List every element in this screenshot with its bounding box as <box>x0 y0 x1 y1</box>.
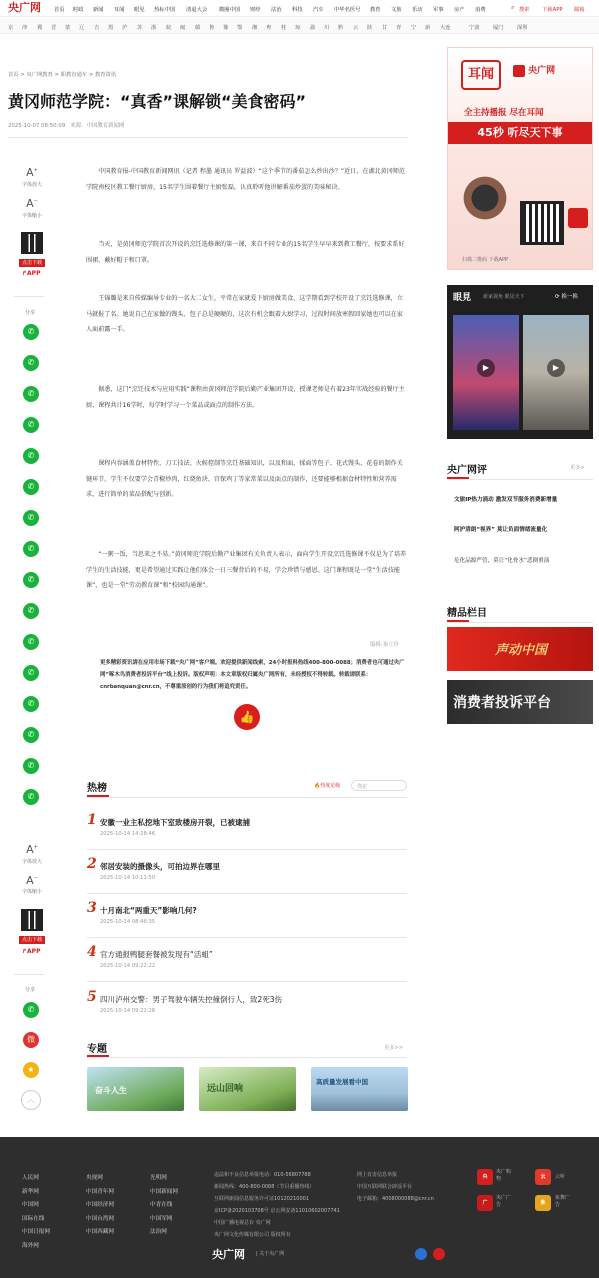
nav-item[interactable]: 汽车 <box>313 7 324 13</box>
comment-item[interactable]: 阿护清朗“视界” 莫让负面情绪流量化 <box>454 527 548 533</box>
province-link[interactable]: 黔 <box>338 25 344 31</box>
nav-item[interactable]: 财经 <box>250 7 261 13</box>
erwen-logo: 耳闻 <box>461 60 501 90</box>
footer-link[interactable]: 法治网 <box>150 1229 167 1235</box>
province-link[interactable]: 湘 <box>252 25 258 31</box>
nav-item[interactable]: 文旅 <box>391 7 402 13</box>
footer-link[interactable]: 中国日报网 <box>22 1229 50 1235</box>
topics-more-link[interactable]: 更多>> <box>384 1045 404 1051</box>
nav-item[interactable]: 热标中国 <box>154 7 176 13</box>
font-increase-icon[interactable]: A+ <box>26 843 38 856</box>
footer-link[interactable]: 海外网 <box>22 1242 39 1249</box>
province-link[interactable]: 豫 <box>223 25 229 31</box>
font-increase-label: 字体放大 <box>21 859 42 865</box>
footer-info: 中国广播电视总台 央广网 <box>214 1220 271 1226</box>
comment-section-title: 央广网评 <box>447 465 487 476</box>
wechat-share-icon[interactable]: ✆ <box>23 324 39 340</box>
hot-item-title[interactable]: 官方通报鸭腿套餐被发现有“活蛆” <box>100 950 213 959</box>
hot-rank-number: 1 <box>87 812 97 828</box>
article-title: 黄冈师范学院：“真香”课解锁“美食密码” <box>8 92 307 111</box>
footer-link[interactable]: 新华网 <box>22 1188 39 1195</box>
hot-item-date: 2025-10-14 09:22:28 <box>100 1008 156 1014</box>
footer-link[interactable]: 国际在线 <box>22 1215 45 1222</box>
video-thumb[interactable] <box>453 315 519 430</box>
article-meta <box>8 121 124 129</box>
province-link[interactable]: 沪 <box>122 25 128 31</box>
article-paragraph: 据悉，这门“烹饪技术与应用实践”课程由黄冈师范学院后勤产业集团开设，授课老师是有着23年实战经验的餐厅主厨，课程共计16学时，每学时学习一个菜品或面点的制作方法。 <box>86 386 405 409</box>
site-logo[interactable]: 央广网 <box>8 1 41 14</box>
footer-logo[interactable]: 央广网 <box>212 1248 245 1261</box>
switch-button[interactable]: ⟳ 换一换 <box>555 294 578 300</box>
app-logo-icon <box>568 208 588 228</box>
hot-item-title[interactable]: 邻居安装的摄像头，可拍边界在哪里 <box>100 862 220 871</box>
thumbs-up-icon: 👍 <box>239 710 255 724</box>
search-link[interactable]: 搜索 <box>519 7 530 13</box>
province-link[interactable]: 宁 <box>411 25 417 31</box>
article-paragraph: 中国教育报-中国教育新闻网讯（记者 程墨 通讯员 罗益波）“这个季节的番茄怎么炒出沙？”近日，在湖北黄冈师范学院南校区教工餐厅厨房，15名学生围着餐厅主厨张磊，认真聆听他讲解番茄炒蛋的美味秘诀。 <box>86 168 406 191</box>
province-link[interactable]: 晋 <box>51 25 57 31</box>
nav-item[interactable]: 耳闻 <box>114 7 125 13</box>
hot-rank-number: 2 <box>87 856 97 872</box>
footer-info: 央广网文化传媒有限公司 版权所有 <box>214 1232 291 1238</box>
province-link[interactable]: 津 <box>22 25 28 31</box>
divider <box>447 622 593 623</box>
province-link[interactable]: 吉 <box>94 25 100 31</box>
article-paragraph: “一粥一饭，当思来之不易。”黄冈师范学院后勤产业集团有关负责人表示，面向学生开设烹饪选修课不仅是为了培养学生的生活技能，更是希望通过实践让他们体会一日三餐背后的不易，学会珍惜与感恩。这门课程既是一堂“生活技能课”，也是一堂“劳动教育课”和“校园沟通课”。 <box>86 551 407 590</box>
province-link[interactable]: 宁波 <box>469 25 480 31</box>
fire-icon: 🔥 <box>314 783 321 789</box>
play-icon[interactable]: ▶ <box>477 359 495 377</box>
breadcrumb[interactable]: 首页 > 央广网教育 > 职教直通车 > 教育资讯 <box>8 72 117 78</box>
hot-item-date: 2025-10-14 10:11:50 <box>100 875 156 881</box>
footer-info: 新闻热线：400-800-0088（节目重播热线） <box>214 1184 315 1190</box>
app-badge[interactable]: ↱APP <box>22 948 41 955</box>
hot-item-title[interactable]: 安徽一业主私挖地下室致楼房开裂，已被逮捕 <box>100 818 250 827</box>
ad-banner-text: 全主持播报 尽在耳闻 <box>464 108 544 118</box>
province-link[interactable]: 厦门 <box>493 25 504 31</box>
font-decrease-label: 字体缩小 <box>21 213 42 219</box>
share-label: 分享 <box>24 987 35 993</box>
hot-item-title[interactable]: 四川泸州交警：男子驾驶车辆失控撞倒行人，致2死3伤 <box>100 995 283 1004</box>
province-link[interactable]: 川 <box>324 25 330 31</box>
province-link[interactable]: 辽 <box>79 25 85 31</box>
columns-section-title: 精品栏目 <box>447 608 487 619</box>
app-label: 央广广告 <box>496 1195 512 1208</box>
hot-rank-number: 4 <box>87 944 97 960</box>
wechat-share-icon[interactable]: ✆ <box>23 665 39 681</box>
province-link[interactable]: 大连 <box>440 25 451 31</box>
top-nav <box>0 0 599 17</box>
wechat-share-icon[interactable]: ✆ <box>23 1002 39 1018</box>
app-arrow-icon: ↱ <box>22 270 28 277</box>
app-badge[interactable]: ↱APP <box>22 270 41 277</box>
nav-item[interactable]: 新闻 <box>93 7 104 13</box>
topic-card[interactable]: 高质量发展看中国 <box>311 1067 408 1111</box>
comment-item[interactable]: 文旅IP热力涌动 激发双节服务消费新增量 <box>454 497 558 503</box>
wechat-share-icon[interactable]: ✆ <box>23 386 39 402</box>
province-link[interactable]: 蒙 <box>65 25 71 31</box>
share-label: 分享 <box>24 310 35 316</box>
divider <box>447 479 593 480</box>
nav-item[interactable]: 微圈中国 <box>219 7 241 13</box>
article-source: 来源：中国教育新闻网 <box>70 123 125 129</box>
divider <box>87 849 407 850</box>
province-link[interactable]: 新 <box>425 25 431 31</box>
app-icon[interactable]: 云 <box>535 1169 551 1185</box>
app-icon[interactable]: 央 <box>477 1169 493 1185</box>
police-badge-icon <box>415 1248 427 1260</box>
wechat-share-icon[interactable]: ✆ <box>23 789 39 805</box>
footer-link[interactable]: 中国西藏网 <box>86 1229 114 1235</box>
article-paragraph: 课程内容涵盖食材特性、刀工技法、火候控制等烹饪基础知识，以及和面、揉面等包子、花式馒头、花卷的制作关键环节。学生不仅要学会青椒炒肉、红烧鱼块、宫保鸡丁等家常菜以及面点的制作，还要能够根据食材特性和营养需求，进行简单的菜品搭配与创新。 <box>86 460 403 499</box>
nav-item[interactable]: 房产 <box>454 7 465 13</box>
province-link[interactable]: 青 <box>396 25 402 31</box>
wechat-share-icon[interactable]: ✆ <box>23 727 39 743</box>
nav-item[interactable]: 中华名医号 <box>334 7 361 13</box>
ad-slogan: 45秒 听尽天下事 <box>448 122 592 144</box>
nav-item[interactable]: 消费 <box>475 7 486 13</box>
footer-link[interactable]: 中国军网 <box>150 1215 173 1222</box>
nav-item[interactable]: 科技 <box>292 7 303 13</box>
font-decrease-icon[interactable]: A− <box>26 874 38 887</box>
divider <box>87 893 407 894</box>
footer-info[interactable]: 电子邮箱：4008000088@cnr.cn <box>357 1196 434 1202</box>
province-link[interactable]: 琼 <box>295 25 301 31</box>
mail-link[interactable]: 邮箱 <box>574 7 585 13</box>
wechat-share-icon[interactable]: ✆ <box>23 510 39 526</box>
footer-link[interactable]: 中国网 <box>22 1202 39 1208</box>
hot-item-date: 2025-10-14 08:46:35 <box>100 919 156 925</box>
divider <box>87 937 407 938</box>
app-arrow-icon: ↱ <box>22 948 28 955</box>
like-button[interactable] <box>234 704 260 730</box>
topic-card[interactable]: 远山回响 <box>199 1067 296 1111</box>
province-link[interactable]: 甘 <box>382 25 388 31</box>
comment-more-link[interactable]: 更多> <box>570 465 585 471</box>
nav-item[interactable]: 眼见 <box>134 7 145 13</box>
province-link[interactable]: 京 <box>8 25 14 31</box>
ad-brand: 央广网 <box>513 63 555 77</box>
app-ad-banner[interactable] <box>447 47 593 270</box>
back-to-top-icon[interactable]: ︿ <box>21 1090 41 1110</box>
wechat-share-icon[interactable]: ✆ <box>23 417 39 433</box>
footer-info[interactable]: 中国互联网联合辟谣平台 <box>357 1184 413 1190</box>
province-link[interactable]: 云 <box>353 25 359 31</box>
app-icon[interactable]: 象 <box>535 1195 551 1211</box>
footer-link[interactable]: 中国台湾网 <box>86 1215 114 1222</box>
app-label: 央广购物 <box>496 1169 512 1182</box>
hot-tab[interactable]: 🔥热度星级 <box>314 783 341 789</box>
divider <box>87 1057 407 1058</box>
column-banner[interactable]: 声动中国 <box>447 627 593 671</box>
footer-link[interactable]: 人民网 <box>22 1175 39 1181</box>
province-link[interactable]: 深圳 <box>517 25 528 31</box>
footer-link[interactable]: 中青在线 <box>150 1202 173 1208</box>
footer-link[interactable]: 光明网 <box>150 1175 167 1181</box>
headphone-icon <box>456 154 514 242</box>
app-label: 象舞广告 <box>555 1195 571 1208</box>
hot-item-date: 2025-10-14 09:22:22 <box>100 963 156 969</box>
font-decrease-icon[interactable]: A− <box>26 197 38 210</box>
province-link[interactable]: 苏 <box>137 25 143 31</box>
province-link[interactable]: 皖 <box>166 25 172 31</box>
hot-item-date: 2025-10-14 14:28:46 <box>100 831 156 837</box>
divider <box>14 296 44 297</box>
province-link[interactable]: 冀 <box>37 25 43 31</box>
wechat-share-icon[interactable]: ✆ <box>23 634 39 650</box>
province-link[interactable]: 赣 <box>195 25 201 31</box>
province-link[interactable]: 浙 <box>151 25 157 31</box>
hot-rank-number: 3 <box>87 900 97 916</box>
video-module: 眼見 新家视角 眼见天下 ⟳ 换一换 ▶ ▶ <box>447 285 593 439</box>
province-link[interactable]: 粤 <box>266 25 272 31</box>
nav-item[interactable]: 时政 <box>73 7 84 13</box>
font-increase-label: 字体放大 <box>21 182 42 188</box>
nav-item[interactable]: 乐活 <box>412 7 423 13</box>
province-link[interactable]: 桂 <box>281 25 287 31</box>
wechat-share-icon[interactable]: ✆ <box>23 448 39 464</box>
publish-time: 2025-10-07 08:50:09 <box>8 123 66 129</box>
nav-item[interactable]: 清退大会 <box>186 7 208 13</box>
search-icon[interactable]: ⌕ <box>511 4 515 11</box>
ad-scan-text: 扫描二维码 下载APP <box>462 257 509 263</box>
app-qr-code <box>21 232 43 254</box>
province-link[interactable]: 黑 <box>108 25 114 31</box>
app-icon[interactable]: 广 <box>477 1195 493 1211</box>
hot-item-title[interactable]: 十月南北“两重天”影响几何? <box>100 906 197 915</box>
footer-link[interactable]: 中国新闻网 <box>150 1188 178 1195</box>
refresh-icon: ⟳ <box>555 294 560 300</box>
editor-credit: 编辑:秦立玲 <box>370 642 399 648</box>
divider <box>87 981 407 982</box>
hot-search-input[interactable]: 搜索 <box>351 780 407 791</box>
wechat-share-icon[interactable]: ✆ <box>23 758 39 774</box>
play-icon[interactable]: ▶ <box>547 359 565 377</box>
hot-rank-number: 5 <box>87 989 97 1005</box>
copyright-notice: 更多精彩资讯请在应用市场下载“央广网”客户端。欢迎提供新闻线索，24小时报料热线400-800-0088；消费者也可通过央广网“啄木鸟消费者投诉平台”线上投诉。版权声明：本文章版权归属央广网所有，未经授权不得转载。转载请联系：cnrbanquan@cnr.cn，不尊重原创的行为我们将追究责任。 <box>100 660 405 690</box>
video-thumb[interactable] <box>523 315 589 430</box>
wechat-share-icon[interactable]: ✆ <box>23 572 39 588</box>
download-label[interactable]: 点击下载 <box>19 936 45 944</box>
about-link[interactable]: | 关于央广网 <box>256 1251 285 1257</box>
wechat-share-icon[interactable]: ✆ <box>23 355 39 371</box>
footer-info[interactable]: 网上有害信息举报 <box>357 1172 398 1178</box>
footer-info: 互联网新闻信息服务许可证10120210001 <box>214 1196 309 1202</box>
app-qr-code <box>21 909 43 931</box>
wechat-share-icon[interactable]: ✆ <box>23 479 39 495</box>
nav-item[interactable]: 军事 <box>433 7 444 13</box>
footer-link[interactable]: 央视网 <box>86 1175 103 1181</box>
download-qr-code <box>520 201 564 245</box>
font-increase-icon[interactable]: A+ <box>26 166 38 179</box>
app-label: 云听 <box>555 1174 566 1180</box>
wechat-share-icon[interactable]: ✆ <box>23 603 39 619</box>
hot-section-title: 热榜 <box>87 783 107 794</box>
topic-card[interactable]: 奋斗人生 <box>87 1067 184 1111</box>
province-link[interactable]: 闽 <box>180 25 186 31</box>
topics-section-title: 专题 <box>87 1044 107 1055</box>
footer-link[interactable]: 中国经济网 <box>86 1202 114 1208</box>
article-paragraph: 王锦璐是来自传媒编导专业的一名大二女生，平常在家就爱下厨房做美食，这学期看到学校开设了烹饪选修课，立马就报了名。她说自己在家做的馒头、包子总是硬硬的，这次有机会跟着大厨学习，过段时间放寒假回家她也可以在家人面前露一手。 <box>86 295 403 334</box>
article-paragraph: 当天，是黄冈师范学院首次开设的烹饪选修课的第一课，来自不同专业的15名学生早早来到教工餐厅，按要求系好围裙、戴好帽子和口罩。 <box>86 241 405 264</box>
column-banner[interactable]: 消费者投诉平台 <box>447 680 593 724</box>
divider <box>87 797 407 798</box>
wechat-share-icon[interactable]: ✆ <box>23 541 39 557</box>
download-label[interactable]: 点击下载 <box>19 259 45 267</box>
province-link[interactable]: 渝 <box>310 25 316 31</box>
divider <box>8 137 408 138</box>
nav-item[interactable]: 法治 <box>271 7 282 13</box>
province-link[interactable]: 鲁 <box>209 25 215 31</box>
footer-info: 违法和不良信息举报电话：010-56807788 <box>214 1172 311 1178</box>
nav-item[interactable]: 首页 <box>54 7 65 13</box>
divider <box>14 974 44 975</box>
emblem-icon <box>433 1248 445 1260</box>
download-app-link[interactable]: 下载APP <box>542 7 563 13</box>
font-decrease-label: 字体缩小 <box>21 889 42 895</box>
province-link[interactable]: 陕 <box>367 25 373 31</box>
weibo-share-icon[interactable]: 微 <box>23 1032 39 1048</box>
footer-info: 京ICP备2020103708号 京公网安备11010602007741 <box>214 1208 340 1214</box>
province-link[interactable]: 鄂 <box>237 25 243 31</box>
comment-item[interactable]: 危化品源严管，莫让“化骨水”悲剧重演 <box>454 558 550 564</box>
qzone-share-icon[interactable]: ★ <box>23 1062 39 1078</box>
wechat-share-icon[interactable]: ✆ <box>23 696 39 712</box>
nav-item[interactable]: 教育 <box>370 7 381 13</box>
footer-link[interactable]: 中国青年网 <box>86 1188 114 1195</box>
